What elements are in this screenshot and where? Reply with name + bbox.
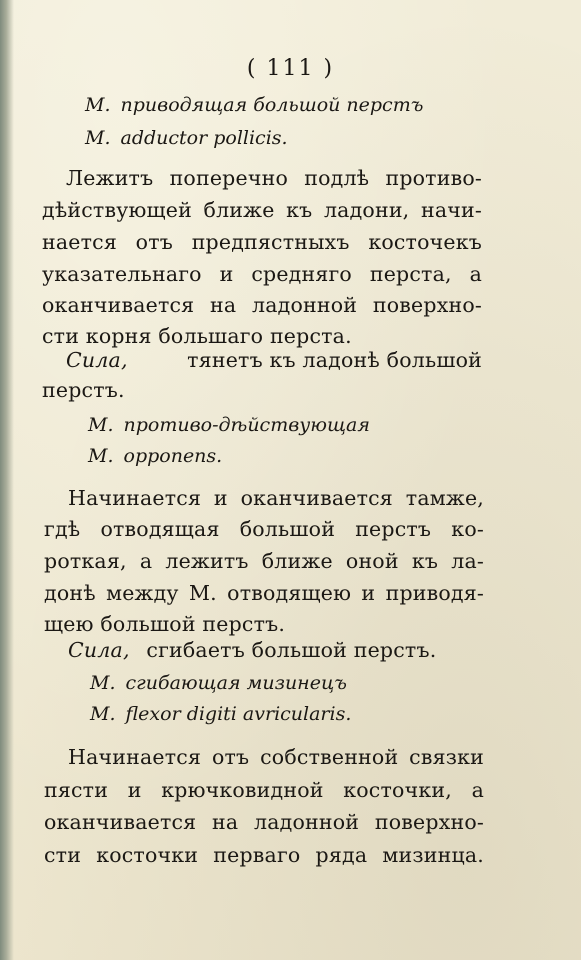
body-line: дѣйствующей ближе къ ладони, начи- (42, 198, 482, 222)
heading-text: flexor digiti avricularis. (125, 703, 352, 725)
page-number: ( 111 ) (246, 56, 335, 81)
heading-text: opponens. (123, 445, 223, 467)
heading-prefix: M. (90, 672, 116, 694)
body-line: сти косточки перваго ряда мизинца. (44, 843, 484, 867)
heading-prefix: M. (88, 414, 114, 436)
muscle-heading-latin (90, 705, 351, 724)
force-line-continued: перстъ. (42, 378, 125, 402)
force-label: Сила, (66, 348, 128, 372)
body-line: Начинается отъ собственной связки (68, 745, 484, 769)
body-line: роткая, а лежитъ ближе оной къ ла- (44, 549, 484, 573)
body-line: Лежитъ поперечно подлѣ противо- (66, 166, 482, 190)
body-line: гдѣ отводящая большой перстъ ко- (44, 517, 484, 541)
force-line (68, 640, 436, 661)
heading-text: приводящая большой перстъ (120, 94, 424, 116)
body-line: щею большой перстъ. (44, 612, 286, 636)
muscle-heading-russian (88, 416, 370, 435)
heading-prefix: M. (88, 445, 114, 467)
page-edge-shadow (0, 0, 14, 960)
heading-prefix: M. (85, 127, 111, 149)
muscle-heading-russian (90, 674, 347, 693)
force-line (66, 350, 482, 371)
heading-prefix: M. (85, 94, 111, 116)
heading-prefix: M. (90, 703, 116, 725)
body-line: оканчивается на ладонной поверхно- (44, 810, 484, 834)
force-label: Сила, (68, 638, 130, 662)
body-line: указательнаго и средняго перста, а (42, 262, 482, 286)
body-line: сти корня большаго перста. (42, 324, 352, 348)
heading-text: противо-дѣйствующая (123, 414, 370, 436)
body-line: нается отъ предпястныхъ косточекъ (42, 230, 482, 254)
body-line: оканчивается на ладонной поверхно- (42, 293, 482, 317)
muscle-heading-latin (85, 129, 288, 148)
heading-text: сгибающая мизинецъ (125, 672, 347, 694)
body-line: донѣ между М. отводящею и приводя- (44, 581, 484, 605)
muscle-heading-latin (88, 447, 222, 466)
body-line: пясти и крючковидной косточки, а (44, 778, 484, 802)
force-text: сгибаетъ большой перстъ. (146, 638, 437, 662)
heading-text: adductor pollicis. (120, 127, 288, 149)
muscle-heading-russian (85, 96, 423, 115)
body-line: Начинается и оканчивается тамже, (68, 486, 484, 510)
force-text: тянетъ къ ладонѣ большой (187, 348, 482, 372)
